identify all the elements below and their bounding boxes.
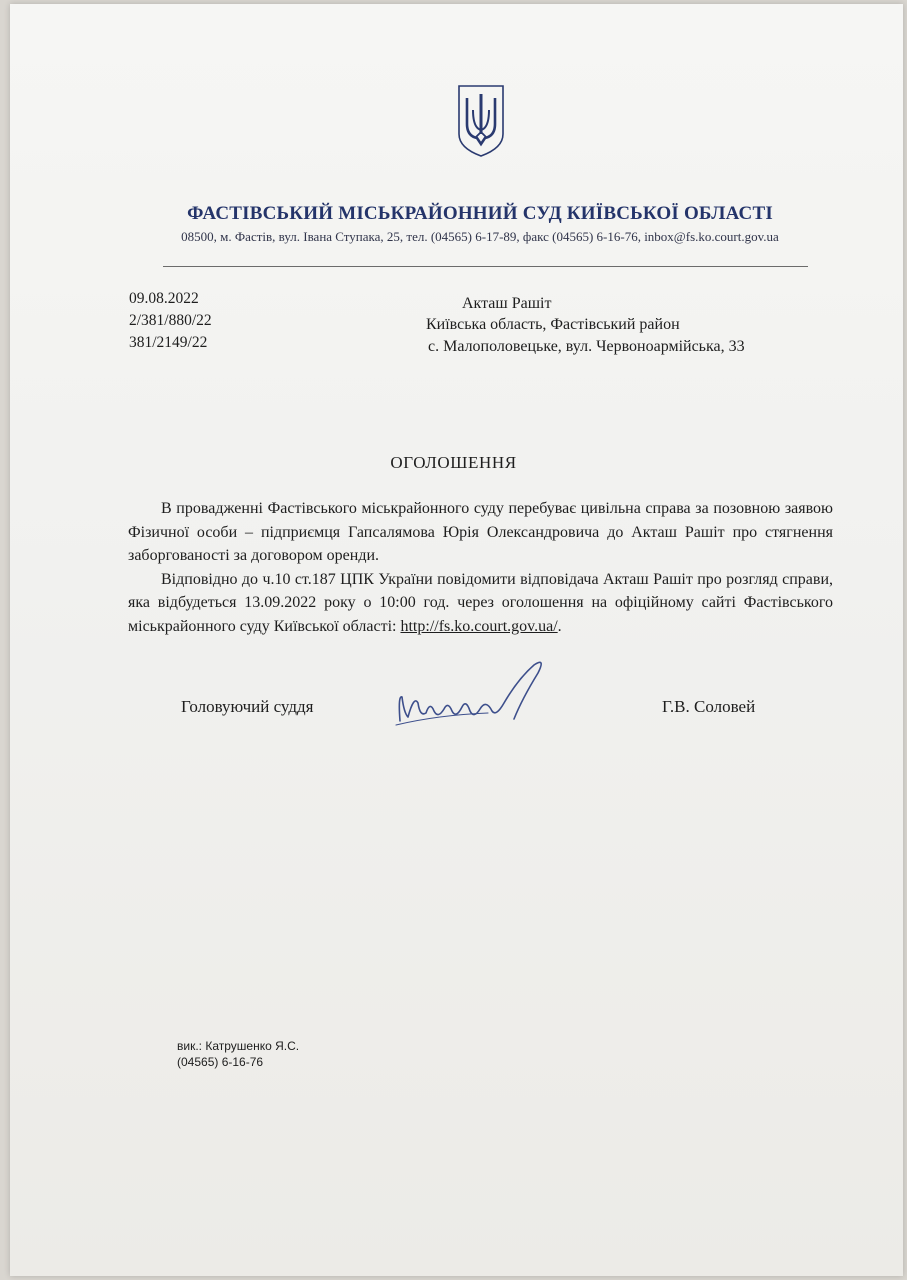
case-number: 381/2149/22 [129,334,208,351]
court-address-line: 08500, м. Фастів, вул. Івана Ступака, 25, тел. (04565) 6-17-89, факс (04565) 6-16-76, inbox@fs.ko.court.gov.ua [181,229,779,244]
presiding-judge-label: Головуючий суддя [181,697,314,716]
body-paragraph-2 [128,568,833,639]
handwritten-signature [378,655,568,735]
body-paragraph-1: В провадженні Фастівського міськрайонного суду перебуває цивільна справа за позовною заявою Фізичної особи – підприємця Гапсалямова Юрія Олександровича до Акташ Рашіт про стягнення заборгованості за договором оренди. [128,500,833,564]
trident-coat-of-arms-icon [455,82,507,158]
document-page [10,4,903,1276]
letter-date: 09.08.2022 [129,290,199,307]
link-suffix: . [557,617,562,635]
executor-name: вик.: Катрушенко Я.С. [177,1039,300,1053]
recipient-name: Акташ Рашіт [462,295,552,312]
court-website-link[interactable]: http://fs.ko.court.gov.ua/ [400,617,558,635]
outgoing-number: 2/381/880/22 [129,312,212,329]
document-title: ОГОЛОШЕННЯ [390,453,517,472]
recipient-street: с. Малополовецьке, вул. Червоноармійська, 33 [428,338,745,355]
header-divider [163,266,808,267]
executor-phone: (04565) 6-16-76 [177,1055,264,1069]
court-name: ФАСТІВСЬКИЙ МІСЬКРАЙОННИЙ СУД КИЇВСЬКОЇ ОБЛАСТІ [187,203,773,224]
body-paragraph-2-text: Відповідно до ч.10 ст.187 ЦПК України повідомити відповідача Акташ Рашіт про розгляд справи, яка відбудеться 13.09.2022 року о 10:00 год. через оголошення на офіційному сайті Фастівського міськрайонного суду Київської області: [128,570,833,635]
announcement-body [128,497,833,638]
judge-name: Г.В. Соловей [662,697,756,716]
recipient-region: Київська область, Фастівський район [426,316,680,333]
